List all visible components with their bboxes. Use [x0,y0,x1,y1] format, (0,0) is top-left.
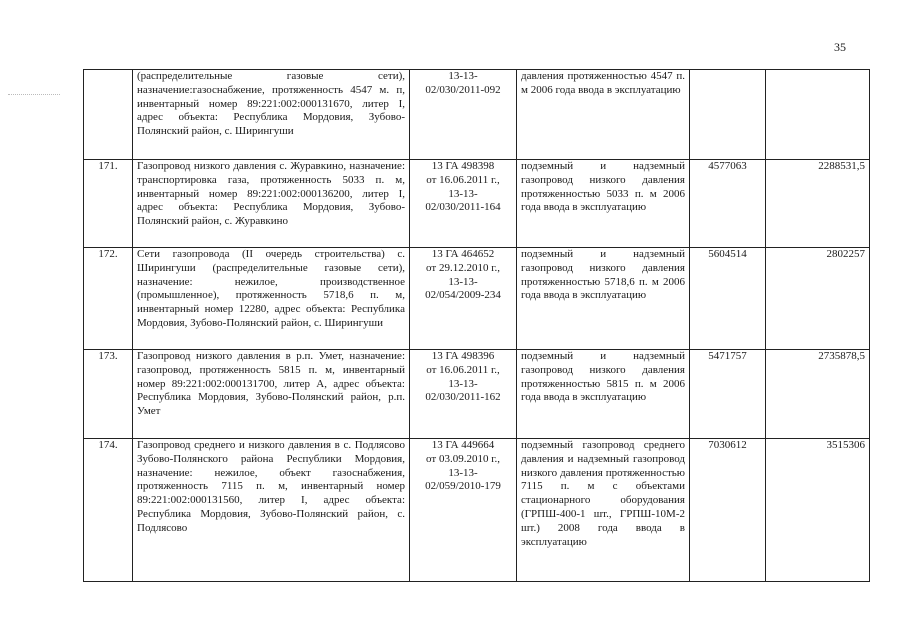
object-description: (распределительные газовые сети), назначение:газоснабжение, протяженность 4547 м. п, инвентарный номер 89:221:002:000131670, литер I, адрес объекта: Республика Мордовия, Зубово-Полянский район, с. Ширингуши [133,70,410,160]
inventory-value: 4577063 [690,160,766,248]
registration-line: от 03.09.2010 г., [426,452,500,465]
registration-line: от 16.06.2011 г., [426,363,500,376]
inventory-value: 7030612 [690,439,766,582]
object-description: Газопровод низкого давления с. Журавкино, назначение: транспортировка газа, протяженность 5033 п. м, инвентарный номер 89:221:002:000136200, литер I, адрес объекта: Республика Мордовия, Зубово-Полянский район, с. Журавкино [133,160,410,248]
row-number [84,70,133,160]
amount-value: 2802257 [766,248,870,350]
registration-line: 02/054/2009-234 [425,289,501,302]
registration-line: 13-13- [448,70,478,82]
registration-line: 13-13- [448,187,478,200]
object-description: Сети газопровода (II очередь строительства) с. Ширингуши (распределительные газовые сети), назначение: нежилое, производственное (промышленное), протяженность 5718,6 п. м, инвентарный номер 12280, адрес объекта: Республика Мордовия, Зубово-Полянский район, с. Ширингуши [133,248,410,350]
scan-artifact [8,94,60,95]
registration-details [410,160,517,248]
table-row [84,439,870,582]
table-row [84,350,870,439]
inventory-value: 5604514 [690,248,766,350]
pipeline-type: давления протяженностью 4547 п. м 2006 года ввода в эксплуатацию [517,70,690,160]
registration-line: 02/030/2011-092 [425,83,501,96]
amount-value [766,70,870,160]
inventory-value: 5471757 [690,350,766,439]
registration-details [410,350,517,439]
registration-line: 02/030/2011-162 [425,391,501,404]
registration-details [410,70,517,160]
row-number: 173. [84,350,133,439]
registration-line: от 29.12.2010 г., [426,261,500,274]
table-row [84,70,870,160]
registration-line: от 16.06.2011 г., [426,173,500,186]
registration-line: 02/059/2010-179 [425,480,501,493]
registration-line: 13 ГА 449664 [431,439,495,451]
pipeline-type: подземный газопровод среднего давления и надземный газопровод низкого давления протяженностью 7115 п. м с объектами стационарного оборудования (ГРПШ-400-1 шт., ГРПШ-10М-2 шт.) 2008 года ввода в эксплуатацию [517,439,690,582]
registration-line: 13 ГА 498398 [431,160,495,172]
registration-line: 13-13- [448,466,478,479]
registration-details [410,248,517,350]
inventory-value [690,70,766,160]
table-row [84,248,870,350]
registration-line: 13 ГА 498396 [431,350,495,362]
amount-value: 3515306 [766,439,870,582]
pipeline-type: подземный и надземный газопровод низкого давления протяженностью 5815 п. м 2006 года ввода в эксплуатацию [517,350,690,439]
pipeline-type: подземный и надземный газопровод низкого давления протяженностью 5718,6 п. м 2006 года ввода в эксплуатацию [517,248,690,350]
pipeline-type: подземный и надземный газопровод низкого давления протяженностью 5033 п. м 2006 года ввода в эксплуатацию [517,160,690,248]
object-description: Газопровод низкого давления в р.п. Умет, назначение: газопровод, протяженность 5815 п. м, инвентарный номер 89:221:002:000131700, литер А, адрес объекта: Республика Мордовия, Зубово-Полянский район, р.п. Умет [133,350,410,439]
property-registry-table [83,69,870,582]
registration-line: 02/030/2011-164 [425,201,501,214]
object-description: Газопровод среднего и низкого давления в с. Подлясово Зубово-Полянского района Республики Мордовия, назначение: нежилое, объект газоснабжения, протяженность 7115 п. м, инвентарный номер 89:221:002:000131560, литер I, адрес объекта: Республика Мордовия, Зубово-Полянский район, с. Подлясово [133,439,410,582]
row-number: 171. [84,160,133,248]
registration-details [410,439,517,582]
registration-line: 13 ГА 464652 [431,248,495,260]
amount-value: 2288531,5 [766,160,870,248]
registration-line: 13-13- [448,377,478,390]
page-number: 35 [834,40,846,54]
row-number: 172. [84,248,133,350]
row-number: 174. [84,439,133,582]
amount-value: 2735878,5 [766,350,870,439]
registration-line: 13-13- [448,275,478,288]
table-row [84,160,870,248]
